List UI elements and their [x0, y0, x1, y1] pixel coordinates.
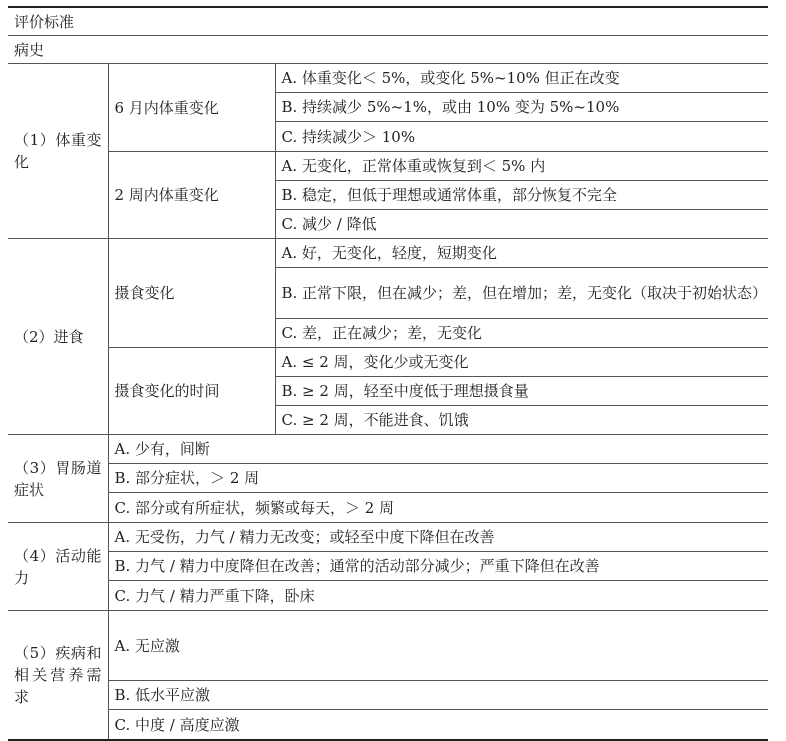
- option-cell: C. 持续减少＞ 10%: [275, 122, 768, 152]
- option-cell: A. 无应激: [108, 611, 768, 681]
- table-row: [8, 523, 768, 552]
- option-cell: C. ≥ 2 周，不能进食、饥饿: [275, 406, 768, 435]
- table-row: [8, 581, 768, 611]
- option-cell: A. 好，无变化，轻度，短期变化: [275, 239, 768, 268]
- category-gi: （3）胃肠道症状: [8, 435, 108, 523]
- table-row: [8, 493, 768, 523]
- sub-weight-2w: 2 周内体重变化: [108, 152, 275, 239]
- table-row: [8, 611, 768, 681]
- category-intake: （2）进食: [8, 239, 108, 435]
- table-row: [8, 435, 768, 464]
- option-cell: C. 力气 / 精力严重下降，卧床: [108, 581, 768, 611]
- sub-intake-change: 摄食变化: [108, 239, 275, 348]
- table-row: [8, 552, 768, 581]
- option-cell: A. 体重变化＜ 5%，或变化 5%~10% 但正在改变: [275, 64, 768, 93]
- table-row: [8, 239, 768, 268]
- option-cell: B. 稳定，但低于理想或通常体重，部分恢复不完全: [275, 181, 768, 210]
- table-row: [8, 710, 768, 741]
- option-cell: A. 无受伤，力气 / 精力无改变；或轻至中度下降但在改善: [108, 523, 768, 552]
- category-activity: （4）活动能力: [8, 523, 108, 611]
- table-row: [8, 464, 768, 493]
- option-cell: B. 部分症状，＞ 2 周: [108, 464, 768, 493]
- option-cell: B. 正常下限，但在减少；差，但在增加；差，无变化（取决于初始状态）: [275, 268, 768, 319]
- table-row: [8, 152, 768, 181]
- section-cell: 病史: [8, 36, 768, 64]
- section-row: [8, 36, 768, 64]
- table-row: [8, 348, 768, 377]
- header-cell: 评价标准: [8, 7, 768, 36]
- sub-weight-6m: 6 月内体重变化: [108, 64, 275, 152]
- option-cell: B. 低水平应激: [108, 681, 768, 710]
- option-cell: C. 中度 / 高度应激: [108, 710, 768, 741]
- option-cell: A. 无变化，正常体重或恢复到＜ 5% 内: [275, 152, 768, 181]
- table-row: [8, 681, 768, 710]
- sub-intake-time: 摄食变化的时间: [108, 348, 275, 435]
- option-cell: A. 少有，间断: [108, 435, 768, 464]
- option-cell: C. 部分或有所症状，频繁或每天，＞ 2 周: [108, 493, 768, 523]
- category-disease: （5）疾病和相关营养需求: [8, 611, 108, 741]
- option-cell: A. ≤ 2 周，变化少或无变化: [275, 348, 768, 377]
- option-cell: C. 减少 / 降低: [275, 210, 768, 239]
- table-row: [8, 64, 768, 93]
- option-cell: C. 差，正在减少；差，无变化: [275, 319, 768, 348]
- category-weight: （1）体重变化: [8, 64, 108, 239]
- assessment-table: [8, 6, 768, 741]
- option-cell: B. 力气 / 精力中度降但在改善；通常的活动部分减少；严重下降但在改善: [108, 552, 768, 581]
- option-cell: B. ≥ 2 周，轻至中度低于理想摄食量: [275, 377, 768, 406]
- option-cell: B. 持续减少 5%~1%，或由 10% 变为 5%~10%: [275, 93, 768, 122]
- table-header-row: [8, 7, 768, 36]
